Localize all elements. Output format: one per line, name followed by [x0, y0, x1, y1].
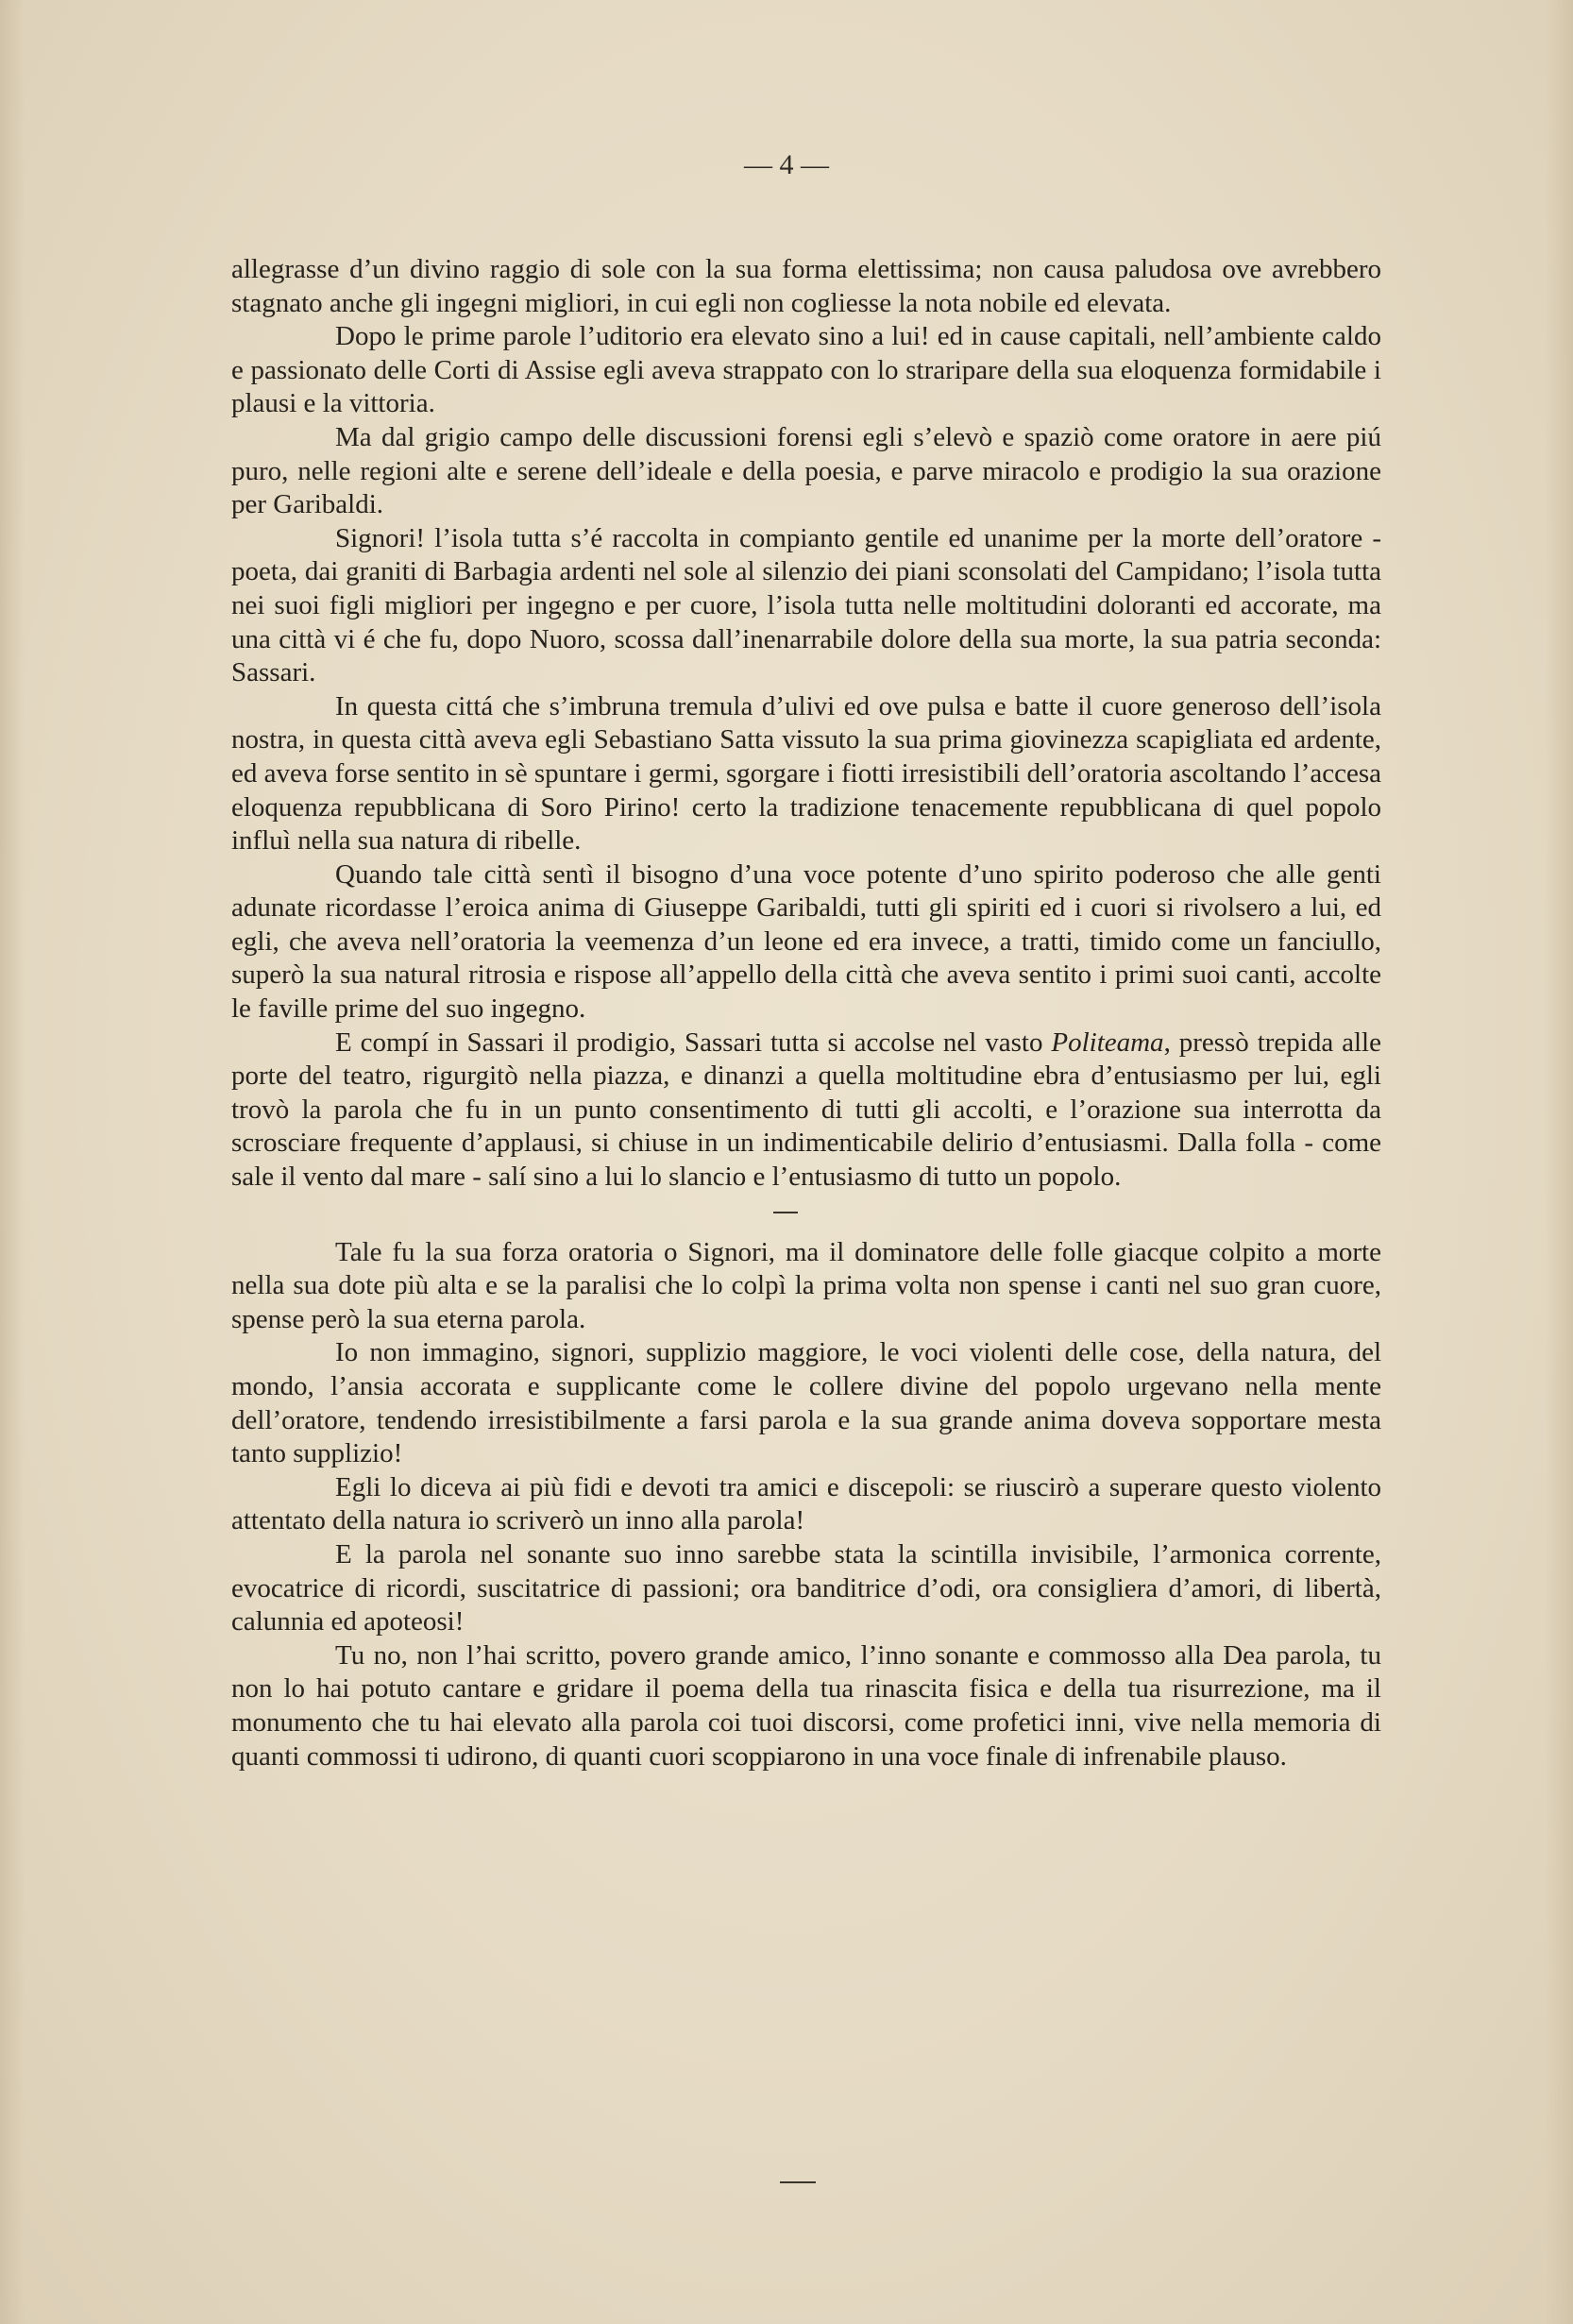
- italic-term-politeama: Politeama: [1051, 1026, 1164, 1058]
- paragraph: Signori! l’isola tutta s’é raccolta in compianto gentile ed unanime per la morte dell’oratore - poeta, dai graniti di Barbagia ardenti nel sole al silenzio dei piani sconsolati del Campidano; l’isola tutta nei suoi figli migliori per ingegno e per cuore, l’isola tutta nelle moltitudini doloranti ed accorate, ma una città vi é che fu, dopo Nuoro, scossa dall’inenarrabile dolore della sua morte, la sua patria seconda: Sassari.: [231, 522, 1381, 688]
- paragraph: E la parola nel sonante suo inno sarebbe stata la scintilla invisibile, l’armonica corrente, evocatrice di ricordi, suscitatrice di passioni; ora banditrice d’odi, ora consigliera d’amori, di libertà, calunnia ed apoteosi!: [231, 1538, 1381, 1637]
- end-separator-dash: [780, 2181, 816, 2183]
- paragraph: In questa cittá che s’imbruna tremula d’ulivi ed ove pulsa e batte il cuore generoso dell’isola nostra, in questa città aveva egli Sebastiano Satta vissuto la sua prima giovinezza scapigliata ed ardente, ed aveva forse sentito in sè spuntare i germi, sgorgare i fiotti irresistibili dell’oratoria ascoltando l’accesa eloquenza repubblicana di Soro Pirino! certo la tradizione tenacemente repubblicana di quel popolo influì nella sua natura di ribelle.: [231, 690, 1381, 857]
- paragraph: Tale fu la sua forza oratoria o Signori, ma il dominatore delle folle giacque colpito a morte nella sua dote più alta e se la paralisi che lo colpì la prima volta non spense i canti nel suo gran cuore, spense però la sua eterna parola.: [231, 1236, 1381, 1334]
- paragraph: Io non immagino, signori, supplizio maggiore, le voci violenti delle cose, della natura, del mondo, l’ansia accorata e supplicante come le collere divine del popolo urgevano nella mente dell’oratore, tendendo irresistibilmente a farsi parola e la sua grande anima doveva sopportare mesta tanto supplizio!: [231, 1337, 1381, 1469]
- paragraph: Tu no, non l’hai scritto, povero grande amico, l’inno sonante e commosso alla Dea parola, tu non lo hai potuto cantare e gridare il poema della tua rinascita fisica e della tua risurrezione, ma il monumento che tu hai elevato alla parola coi tuoi discorsi, come profetici inni, vive nella memoria di quanti commossi ti udirono, di quanti cuori scoppiarono in una voce finale di infrenabile plauso.: [231, 1639, 1381, 1772]
- page-edge-shadow-right: [1545, 0, 1573, 2324]
- paragraph: Quando tale città sentì il bisogno d’una voce potente d’uno spirito poderoso che alle genti adunate ricordasse l’eroica anima di Giuseppe Garibaldi, tutti gli spiriti ed i cuori si rivolsero a lui, ed egli, che aveva nell’oratoria la veemenza d’un leone ed era invece, a tratti, timido come un fanciullo, superò la sua natural ritrosia e rispose all’appello della città che aveva sentito i primi suoi canti, accolte le faville prime del suo ingegno.: [231, 858, 1381, 1025]
- body-text: [231, 253, 1381, 1773]
- paragraph-text: , pressò trepida alle porte del teatro, rigurgitò nella piazza, e dinanzi a quella moltitudine ebra d’entusiasmo per lui, egli trovò la parola che fu in un punto consentimento di tutti gli accolti, e l’orazione sua interrotta da scrosciare frequente d’applausi, si chiuse in un indimenticabile delirio d’entusiasmi. Dalla folla - come sale il vento dal mare - salí sino a lui lo slancio e l’entusiasmo di tutto un popolo.: [231, 1026, 1381, 1193]
- page-number: — 4 —: [744, 149, 829, 180]
- paragraph: Dopo le prime parole l’uditorio era elevato sino a lui! ed in cause capitali, nell’ambiente caldo e passionato delle Corti di Assise egli aveva strappato con lo straripare della sua eloquenza formidabile i plausi e la vittoria.: [231, 321, 1381, 419]
- paragraph: Ma dal grigio campo delle discussioni forensi egli s’elevò e spaziò come oratore in aere piú puro, nelle regioni alte e serene dell’ideale e della poesia, e parve miracolo e prodigio la sua orazione per Garibaldi.: [231, 421, 1381, 520]
- section-separator: [231, 1195, 1381, 1236]
- page-edge-shadow-left: [0, 0, 25, 2324]
- paragraph-text: E compí in Sassari il prodigio, Sassari tutta si accolse nel vasto: [335, 1026, 1052, 1058]
- paragraph: Egli lo diceva ai più fidi e devoti tra amici e discepoli: se riuscirò a superare questo violento attentato della natura io scriverò un inno alla parola!: [231, 1471, 1381, 1536]
- paragraph: [231, 1026, 1381, 1195]
- paragraph-continuation: allegrasse d’un divino raggio di sole con la sua forma elettissima; non causa paludosa ove avrebbero stagnato anche gli ingegni migliori, in cui egli non cogliesse la nota nobile ed elevata.: [231, 254, 1381, 318]
- separator-dash: [773, 1212, 798, 1213]
